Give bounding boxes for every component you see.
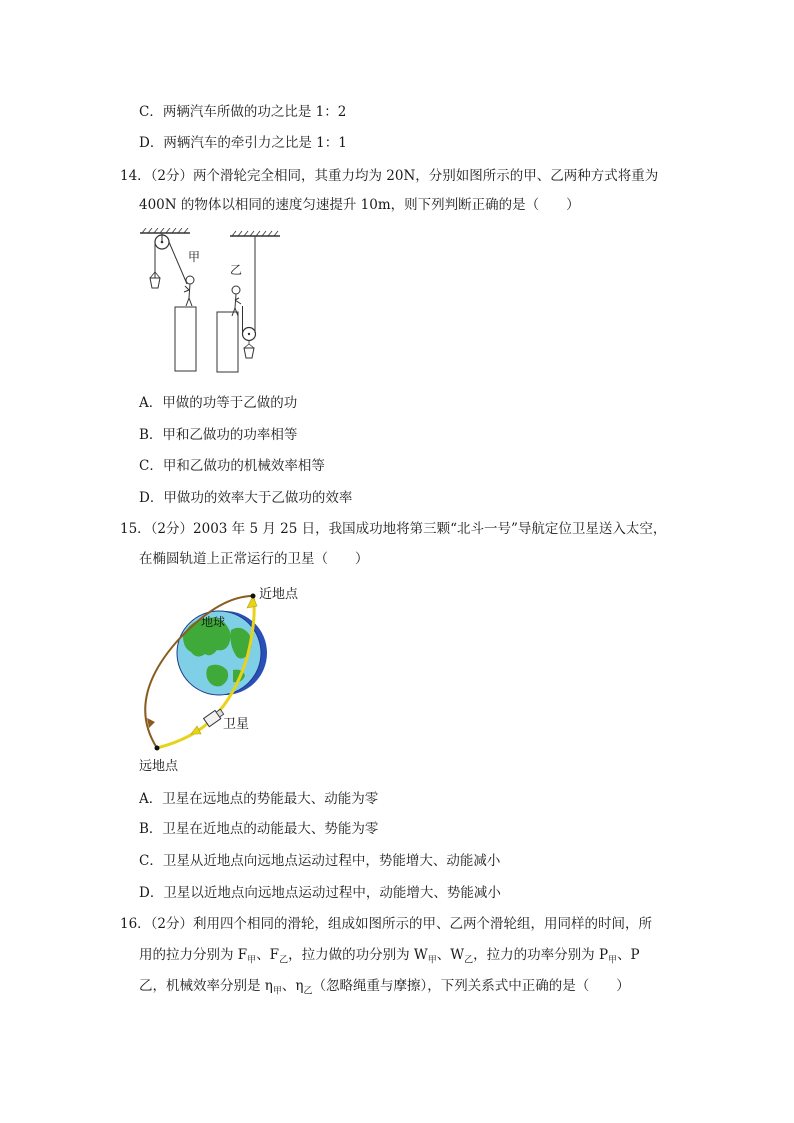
q15-stem-line2: 在椭圆轨道上正常运行的卫星（ ） (139, 551, 369, 567)
q15-option-a: A．卫星在远地点的势能最大、动能为零 (139, 791, 379, 807)
q15-orbit-figure (135, 578, 310, 776)
q14-stem-line2: 400N 的物体以相同的速度匀速提升 10m，则下列判断正确的是（ ） (139, 197, 580, 213)
q14-label-yi: 乙 (230, 263, 243, 277)
q14-stem-line1: 14．（2分）两个滑轮完全相同，其重力均为 20N，分别如图所示的甲、乙两种方式将重为 (120, 168, 659, 184)
q13-option-c: C．两辆汽车所做的功之比是 1：2 (139, 104, 347, 120)
q16-stem-line3: 乙，机械效率分别是 $\eta_甲$、$\eta_乙$（忽略绳重与摩擦），下列关系式中正确的是（ ） (139, 978, 630, 997)
q14-option-b: B．甲和乙做功的功率相等 (139, 427, 298, 443)
q15-option-d: D．卫星以近地点向远地点运动过程中，动能增大、势能减小 (139, 885, 501, 901)
q16-stem-line2: 用的拉力分别为 $F_甲$、$F_乙$，拉力做的功分别为 $W_甲$、$W_乙$，拉力的功率分别为 $P_甲$、P (139, 947, 640, 966)
q15-label-satellite: 卫星 (223, 717, 250, 732)
q14-pulley-figure (135, 228, 285, 378)
q15-label-apogee: 远地点 (139, 759, 179, 774)
q14-label-jia: 甲 (188, 250, 201, 264)
q14-option-a: A．甲做的功等于乙做的功 (139, 395, 298, 411)
q15-option-c: C．卫星从近地点向远地点运动过程中，势能增大、动能减小 (139, 853, 501, 869)
q13-option-d: D．两辆汽车的牵引力之比是 1：1 (139, 135, 347, 151)
q15-option-b: B．卫星在近地点的动能最大、势能为零 (139, 821, 379, 837)
q14-option-c: C．甲和乙做功的机械效率相等 (139, 458, 325, 474)
q14-option-d: D．甲做功的效率大于乙做功的效率 (139, 490, 353, 506)
q15-stem-line1: 15．（2分）2003 年 5 月 25 日，我国成功地将第三颗“北斗一号”导航定位卫星送入太空， (120, 521, 667, 537)
q15-label-perigee: 近地点 (259, 587, 299, 602)
q15-label-earth: 地球 (201, 615, 226, 629)
q16-stem-line1: 16．（2分）利用四个相同的滑轮，组成如图所示的甲、乙两个滑轮组，用同样的时间，所 (120, 916, 653, 932)
